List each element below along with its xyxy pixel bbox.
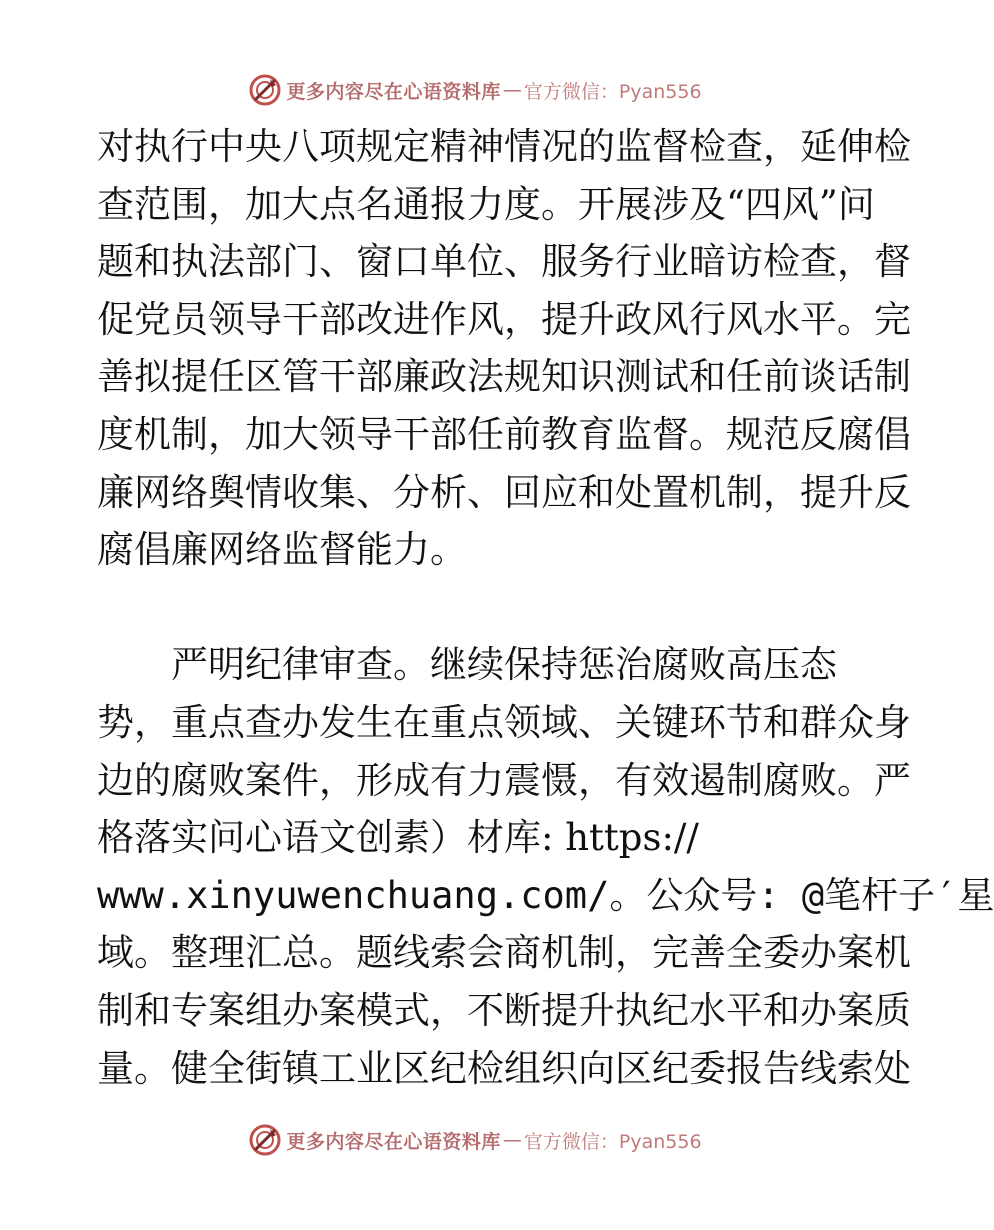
text-line: 廉网络舆情收集、分析、回应和处置机制，提升反 (97, 470, 911, 514)
brand-logo-icon (248, 73, 282, 107)
footer-watermark (0, 1120, 950, 1160)
paragraph-spacer (97, 579, 857, 637)
text-line: 查范围，加大点名通报力度。开展涉及“四风”问 (97, 182, 875, 226)
text-line: 格落实问心语文创素）材库: https:// (97, 816, 699, 860)
text-line: 严明纪律审查。继续保持惩治腐败高压态 (97, 643, 837, 687)
watermark-account: 官方微信：Pyan556 (523, 1130, 702, 1153)
watermark-separator: — (502, 1129, 522, 1151)
text-line: 促党员领导干部改进作风，提升政风行风水平。完 (97, 297, 911, 341)
watermark-separator: — (502, 79, 522, 101)
text-line: 善拟提任区管干部廉政法规知识测试和任前谈话制 (97, 355, 911, 399)
watermark-brand: 更多内容尽在心语资料库 (286, 80, 501, 103)
header-watermark (0, 70, 950, 110)
text-line: 量。健全街镇工业区纪检组织向区纪委报告线索处 (97, 1046, 911, 1090)
text-line: 边的腐败案件，形成有力震慑，有效遏制腐败。严 (97, 758, 911, 802)
text-line: 势，重点查办发生在重点领域、关键环节和群众身 (97, 700, 911, 744)
watermark-brand: 更多内容尽在心语资料库 (286, 1130, 501, 1153)
document-body (97, 118, 994, 1097)
text-line: 域。整理汇总。题线索会商机制，完善全委办案机 (97, 931, 911, 975)
text-line: 制和专案组办案模式，不断提升执纪水平和办案质 (97, 988, 911, 1032)
text-line: 题和执法部门、窗口单位、服务行业暗访检查，督 (97, 240, 911, 284)
brand-logo-icon (248, 1123, 282, 1157)
paragraph-1 (97, 118, 911, 579)
text-line: 对执行中央八项规定精神情况的监督检查，延伸检 (97, 125, 911, 168)
text-line: 腐倡廉网络监督能力。 (97, 528, 467, 572)
text-line: 度机制，加大领导干部任前教育监督。规范反腐倡 (97, 412, 911, 456)
watermark-account: 官方微信：Pyan556 (523, 80, 702, 103)
text-line: www.xinyuwenchuang.com/。公众号: @笔杆子′星 (97, 873, 994, 917)
paragraph-2 (97, 636, 994, 1097)
